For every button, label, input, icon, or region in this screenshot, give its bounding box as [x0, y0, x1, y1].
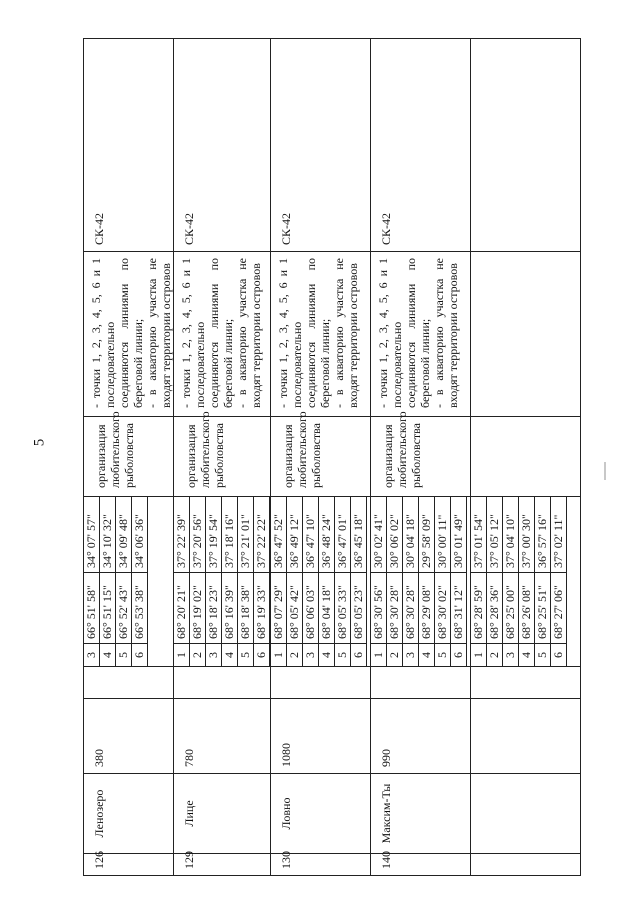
coordinates-cell — [371, 497, 471, 667]
point-number: 4 — [100, 644, 116, 667]
longitude: 37° 22' 22" — [254, 497, 270, 573]
row-id: 129 — [174, 854, 271, 876]
description-line-1: - точки 1, 2, 3, 4, 5, 6 и 1 последовательно соединяются линиями по береговой линии; — [376, 258, 432, 408]
area-value — [471, 699, 581, 774]
longitude: 34° 06' 36" — [132, 497, 148, 573]
coordinate-row — [222, 497, 238, 666]
coordinate-system — [471, 39, 581, 252]
longitude: 34° 07' 57" — [84, 497, 100, 573]
coordinate-row — [319, 497, 335, 666]
boundary-description — [471, 252, 581, 417]
coordinate-system: СК-42 — [371, 39, 471, 252]
latitude: 68° 31' 12" — [451, 573, 467, 644]
point-number: 5 — [535, 644, 551, 667]
coordinate-row — [335, 497, 351, 666]
point-number: 3 — [503, 644, 519, 667]
latitude: 68° 16' 39" — [222, 573, 238, 644]
empty-cell — [271, 667, 371, 699]
point-number: 5 — [335, 644, 351, 667]
empty-cell — [174, 667, 271, 699]
point-number: 1 — [471, 644, 487, 667]
area-value: 380 — [84, 699, 174, 774]
longitude: 29° 58' 09" — [419, 497, 435, 573]
boundary-description — [174, 252, 271, 417]
coordinate-row — [371, 497, 387, 666]
longitude: 34° 10' 32" — [100, 497, 116, 573]
longitude: 37° 02' 11" — [551, 497, 567, 573]
description-line-1: - точки 1, 2, 3, 4, 5, 6 и 1 последовательно соединяются линиями по береговой линии; — [276, 258, 332, 408]
description-line-2: - в акваторию участка не входят территории островов — [235, 258, 263, 408]
water-body-name — [471, 774, 581, 854]
coordinate-row — [238, 497, 254, 666]
coordinate-row — [271, 497, 287, 666]
latitude: 68° 05' 42" — [287, 573, 303, 644]
row-id — [471, 854, 581, 876]
empty-cell — [371, 667, 471, 699]
coordinate-system: СК-42 — [174, 39, 271, 252]
longitude: 37° 22' 39" — [174, 497, 190, 573]
rotated-table-container — [83, 39, 580, 876]
description-line-1: - точки 1, 2, 3, 4, 5, 6 и 1 последовательно соединяются линиями по береговой линии; — [179, 258, 235, 408]
coordinate-row — [303, 497, 319, 666]
coordinate-row — [435, 497, 451, 666]
latitude: 68° 04' 18" — [319, 573, 335, 644]
longitude: 37° 04' 10" — [503, 497, 519, 573]
description-line-2: - в акваторию участка не входят территории островов — [145, 258, 173, 408]
point-number: 4 — [222, 644, 238, 667]
point-number: 6 — [351, 644, 367, 667]
scan-mark — [604, 462, 606, 480]
longitude: 36° 47' 52" — [271, 497, 287, 573]
coordinate-row — [254, 497, 270, 666]
page-number: 5 — [31, 438, 48, 447]
point-number: 4 — [419, 644, 435, 667]
description-line-2: - в акваторию участка не входят территории островов — [332, 258, 360, 408]
coordinate-system: СК-42 — [84, 39, 174, 252]
latitude: 68° 28' 36" — [487, 573, 503, 644]
longitude: 36° 48' 24" — [319, 497, 335, 573]
coordinate-row — [206, 497, 222, 666]
latitude: 66° 51' 58" — [84, 573, 100, 644]
purpose-text: организация любительского рыболовства — [271, 417, 371, 497]
boundary-description — [84, 252, 174, 417]
purpose-text — [471, 417, 581, 497]
row-id: 126 — [84, 854, 174, 876]
latitude: 68° 18' 38" — [238, 573, 254, 644]
latitude: 68° 27' 06" — [551, 573, 567, 644]
coordinate-row — [535, 497, 551, 666]
coordinate-row — [190, 497, 206, 666]
point-number: 2 — [287, 644, 303, 667]
point-number: 1 — [371, 644, 387, 667]
area-row — [471, 39, 581, 876]
latitude: 68° 28' 59" — [471, 573, 487, 644]
longitude: 36° 47' 01" — [335, 497, 351, 573]
point-number: 3 — [206, 644, 222, 667]
point-number: 2 — [487, 644, 503, 667]
empty-cell — [471, 667, 581, 699]
point-number: 5 — [238, 644, 254, 667]
longitude: 36° 45' 18" — [351, 497, 367, 573]
coordinates-table — [271, 497, 367, 666]
point-number: 2 — [190, 644, 206, 667]
coordinate-row — [471, 497, 487, 666]
point-number: 6 — [132, 644, 148, 667]
coordinates-table — [174, 497, 270, 666]
coordinate-row — [503, 497, 519, 666]
longitude: 37° 19' 54" — [206, 497, 222, 573]
latitude: 68° 06' 03" — [303, 573, 319, 644]
purpose-text: организация любительского рыболовства — [84, 417, 174, 497]
row-id: 140 — [371, 854, 471, 876]
latitude: 68° 30' 28" — [403, 573, 419, 644]
longitude: 37° 20' 56" — [190, 497, 206, 573]
longitude: 34° 09' 48" — [116, 497, 132, 573]
latitude: 68° 30' 28" — [387, 573, 403, 644]
latitude: 68° 29' 08" — [419, 573, 435, 644]
point-number: 5 — [116, 644, 132, 667]
purpose-text: организация любительского рыболовства — [371, 417, 471, 497]
coordinate-row — [419, 497, 435, 666]
coordinate-row — [100, 497, 116, 666]
latitude: 68° 07' 29" — [271, 573, 287, 644]
latitude: 68° 30' 02" — [435, 573, 451, 644]
table-body — [84, 39, 581, 876]
coordinate-row — [387, 497, 403, 666]
longitude: 30° 02' 41" — [371, 497, 387, 573]
latitude: 68° 25' 00" — [503, 573, 519, 644]
area-value: 780 — [174, 699, 271, 774]
longitude: 30° 00' 11" — [435, 497, 451, 573]
latitude: 68° 30' 56" — [371, 573, 387, 644]
latitude: 66° 51' 15" — [100, 573, 116, 644]
empty-cell — [84, 667, 174, 699]
latitude: 68° 05' 33" — [335, 573, 351, 644]
fishing-areas-table — [83, 38, 581, 876]
latitude: 68° 26' 08" — [519, 573, 535, 644]
point-number: 4 — [519, 644, 535, 667]
area-row — [174, 39, 271, 876]
area-value: 990 — [371, 699, 471, 774]
longitude: 36° 49' 12" — [287, 497, 303, 573]
water-body-name: Ленозеро — [84, 774, 174, 854]
coordinate-row — [451, 497, 467, 666]
coordinate-row — [487, 497, 503, 666]
coordinates-cell — [84, 497, 174, 667]
point-number: 3 — [303, 644, 319, 667]
boundary-description — [371, 252, 471, 417]
row-id: 130 — [271, 854, 371, 876]
point-number: 6 — [451, 644, 467, 667]
coordinate-system: СК-42 — [271, 39, 371, 252]
point-number: 6 — [551, 644, 567, 667]
latitude: 68° 18' 23" — [206, 573, 222, 644]
coordinate-row — [403, 497, 419, 666]
point-number: 3 — [403, 644, 419, 667]
coordinates-cell — [471, 497, 581, 667]
longitude: 30° 04' 18" — [403, 497, 419, 573]
longitude: 37° 18' 16" — [222, 497, 238, 573]
coordinate-row — [132, 497, 148, 666]
point-number: 6 — [254, 644, 270, 667]
point-number: 1 — [271, 644, 287, 667]
boundary-description — [271, 252, 371, 417]
purpose-text: организация любительского рыболовства — [174, 417, 271, 497]
longitude: 37° 05' 12" — [487, 497, 503, 573]
description-line-2: - в акваторию участка не входят территории островов — [432, 258, 460, 408]
area-row — [371, 39, 471, 876]
point-number: 5 — [435, 644, 451, 667]
longitude: 30° 06' 02" — [387, 497, 403, 573]
water-body-name: Лице — [174, 774, 271, 854]
latitude: 68° 25' 51" — [535, 573, 551, 644]
latitude: 68° 05' 23" — [351, 573, 367, 644]
coordinate-row — [287, 497, 303, 666]
area-row — [84, 39, 174, 876]
point-number: 4 — [319, 644, 335, 667]
description-line-1: - точки 1, 2, 3, 4, 5, 6 и 1 последовательно соединяются линиями по береговой линии; — [89, 258, 145, 408]
longitude: 37° 21' 01" — [238, 497, 254, 573]
point-number: 3 — [84, 644, 100, 667]
latitude: 68° 20' 21" — [174, 573, 190, 644]
latitude: 66° 53' 38" — [132, 573, 148, 644]
coordinate-row — [116, 497, 132, 666]
longitude: 37° 01' 54" — [471, 497, 487, 573]
longitude: 30° 01' 49" — [451, 497, 467, 573]
area-row — [271, 39, 371, 876]
latitude: 66° 52' 43" — [116, 573, 132, 644]
coordinates-table — [371, 497, 467, 666]
latitude: 68° 19' 33" — [254, 573, 270, 644]
coordinates-cell — [174, 497, 271, 667]
water-body-name: Ловно — [271, 774, 371, 854]
longitude: 36° 57' 16" — [535, 497, 551, 573]
longitude: 37° 00' 30" — [519, 497, 535, 573]
coordinate-row — [551, 497, 567, 666]
latitude: 68° 19' 02" — [190, 573, 206, 644]
point-number: 2 — [387, 644, 403, 667]
coordinate-row — [519, 497, 535, 666]
coordinate-row — [351, 497, 367, 666]
coordinates-table — [471, 497, 567, 666]
water-body-name: Максим-Ты — [371, 774, 471, 854]
coordinates-table — [84, 497, 148, 666]
coordinate-row — [84, 497, 100, 666]
area-value: 1080 — [271, 699, 371, 774]
point-number: 1 — [174, 644, 190, 667]
coordinates-cell — [271, 497, 371, 667]
coordinate-row — [174, 497, 190, 666]
longitude: 36° 47' 10" — [303, 497, 319, 573]
